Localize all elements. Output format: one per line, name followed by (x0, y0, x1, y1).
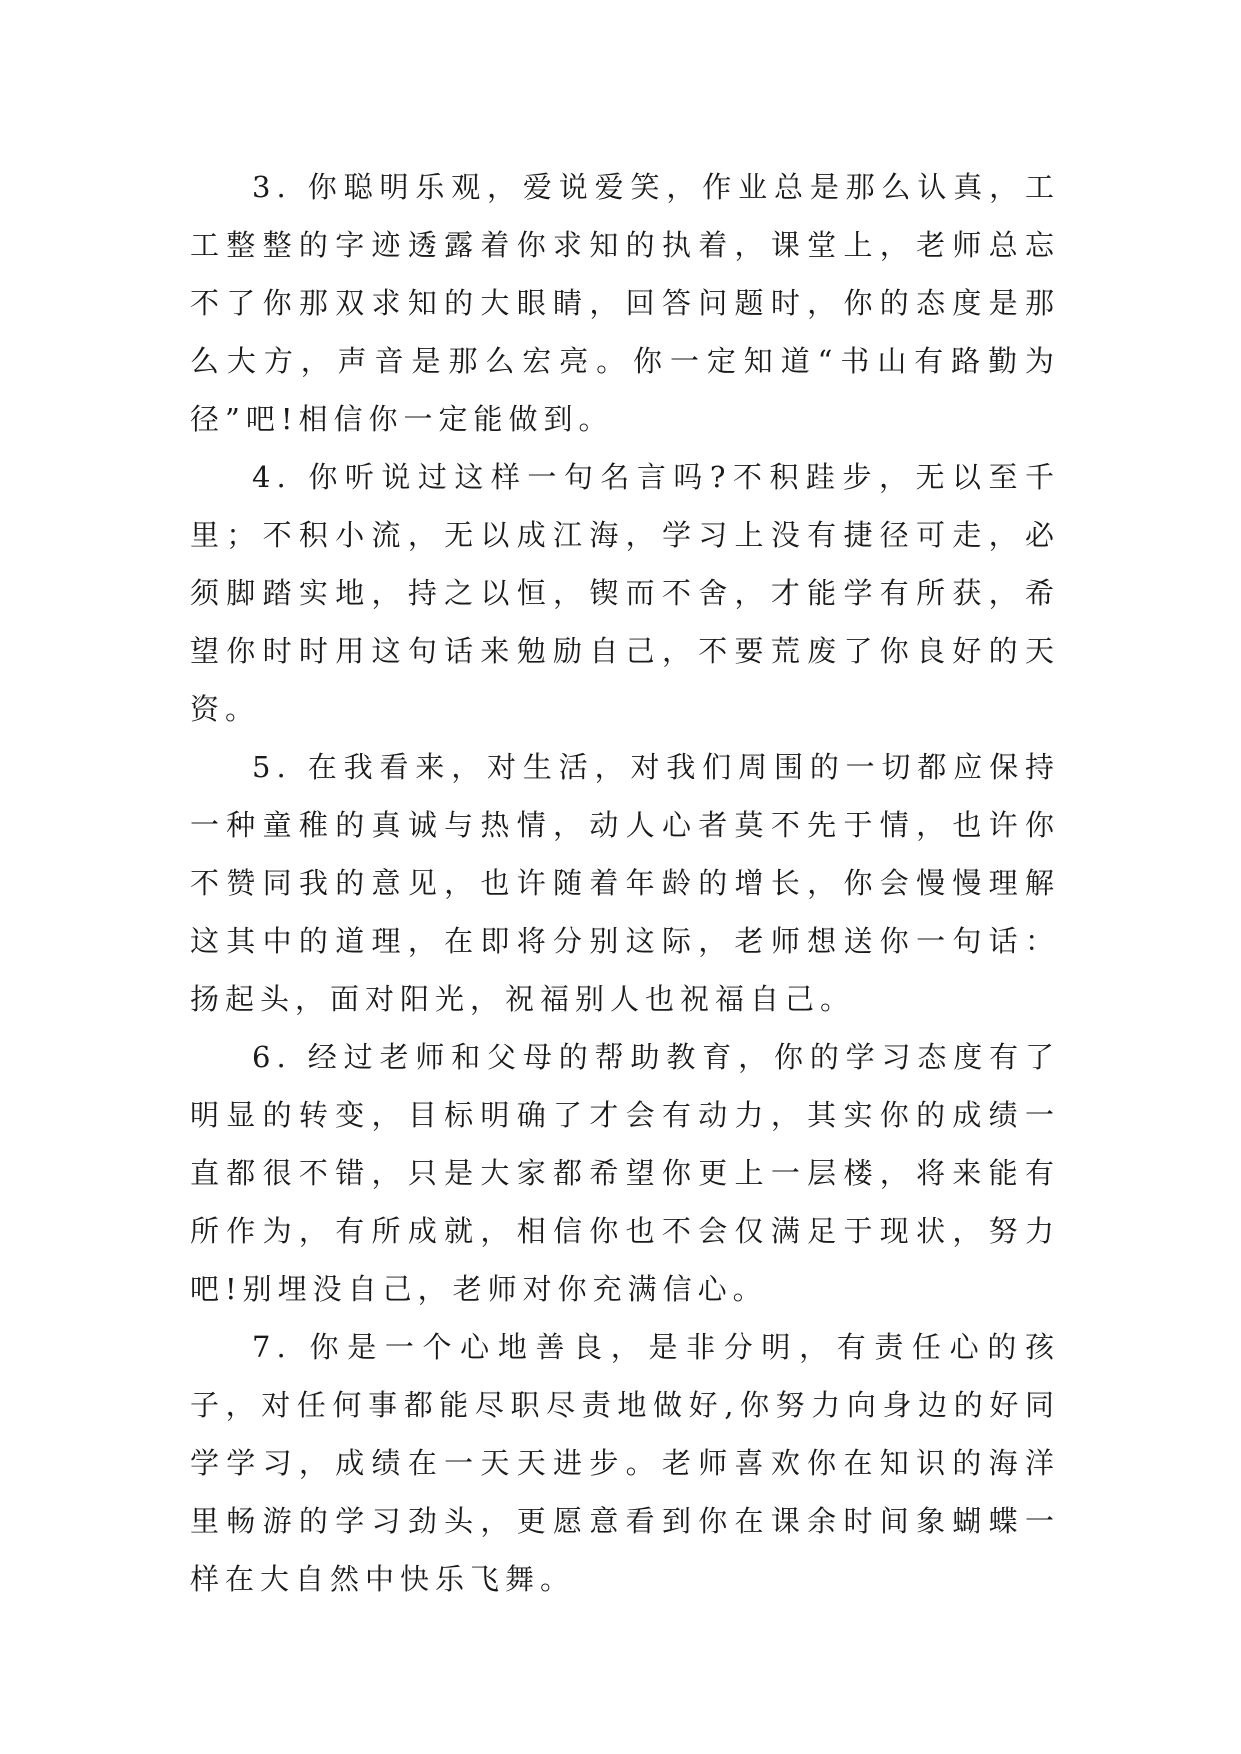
paragraph-4: 4. 你听说过这样一句名言吗?不积跬步，无以至千里；不积小流，无以成江海，学习上没有捷径可走，必须脚踏实地，持之以恒，锲而不舍，才能学有所获，希望你时时用这句话来勉励自己，不要荒废了你良好的天资。 (190, 460, 1060, 726)
paragraph-3: 3. 你聪明乐观，爱说爱笑，作业总是那么认真，工工整整的字迹透露着你求知的执着，课堂上，老师总忘不了你那双求知的大眼睛，回答问题时，你的态度是那么大方，声音是那么宏亮。你一定知道“书山有路勤为径”吧!相信你一定能做到。 (190, 170, 1060, 436)
paragraph-6: 6. 经过老师和父母的帮助教育，你的学习态度有了明显的转变，目标明确了才会有动力，其实你的成绩一直都很不错，只是大家都希望你更上一层楼，将来能有所作为，有所成就，相信你也不会仅满足于现状，努力吧!别埋没自己，老师对你充满信心。 (190, 1040, 1060, 1306)
paragraph-7: 7. 你是一个心地善良，是非分明，有责任心的孩子，对任何事都能尽职尽责地做好,你努力向身边的好同学学习，成绩在一天天进步。老师喜欢你在知识的海洋里畅游的学习劲头，更愿意看到你在课余时间象蝴蝶一样在大自然中快乐飞舞。 (190, 1330, 1060, 1596)
document-body (190, 158, 1060, 1608)
paragraph-5: 5. 在我看来，对生活，对我们周围的一切都应保持一种童稚的真诚与热情，动人心者莫不先于情，也许你不赞同我的意见，也许随着年龄的增长，你会慢慢理解这其中的道理，在即将分别这际，老师想送你一句话：扬起头，面对阳光，祝福别人也祝福自己。 (190, 750, 1060, 1016)
